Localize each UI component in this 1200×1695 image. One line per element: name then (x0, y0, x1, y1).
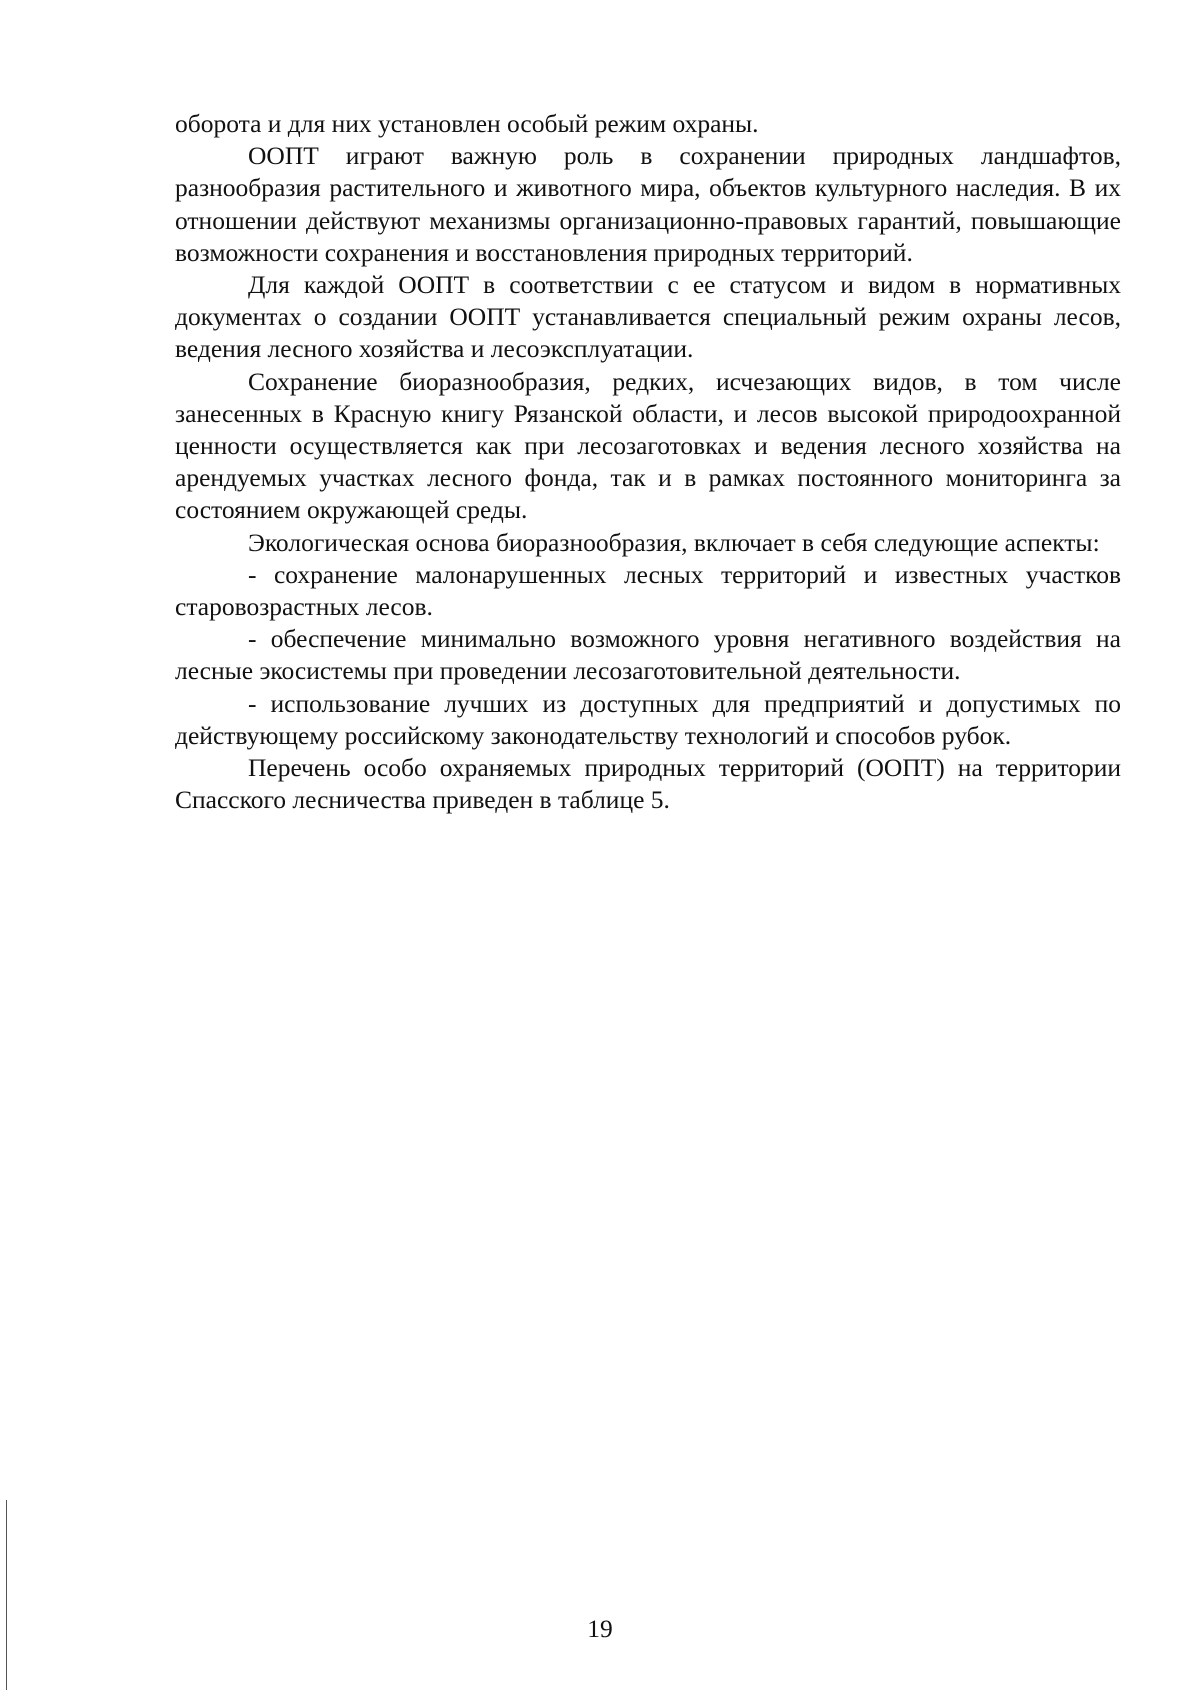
paragraph-1: оборота и для них установлен особый режим охраны. (175, 109, 759, 138)
paragraph-2: ООПТ играют важную роль в сохранении природных ландшафтов, разнообразия растительного и животного мира, объектов культурного наследия. В их отношении действуют механизмы организационно-правовых гарантий, повышающие возможности сохранения и восстановления природных территорий. (175, 141, 1121, 267)
paragraph-5: Экологическая основа биоразнообразия, включает в себя следующие аспекты: (248, 527, 1100, 557)
paragraph-3: Для каждой ООПТ в соответствии с ее статусом и видом в нормативных документах о создании ООПТ устанавливается специальный режим охраны лесов, ведения лесного хозяйства и лесоэксплуатации. (175, 270, 1121, 364)
list-item-1: - сохранение малонарушенных лесных территорий и известных участков старовозрастных лесов. (175, 559, 1121, 622)
scan-edge-line (6, 1500, 7, 1690)
document-body (175, 108, 1121, 816)
list-item-2: - обеспечение минимально возможного уровня негативного воздействия на лесные экосистемы при проведении лесозаготовительной деятельности. (175, 624, 1121, 686)
list-item-3: - использование лучших из доступных для предприятий и допустимых по действующему российскому законодательству технологий и способов рубок. (175, 688, 1121, 750)
page-number: 19 (587, 1614, 613, 1643)
paragraph-6: Перечень особо охраняемых природных территорий (ООПТ) на территории Спасского лесничества приведен в таблице 5. (175, 753, 1121, 815)
paragraph-4: Сохранение биоразнообразия, редких, исчезающих видов, в том числе занесенных в Красную книгу Рязанской области, и лесов высокой природоохранной ценности осуществляется как при лесозаготовках и ведения лесного хозяйства на арендуемых участках лесного фонда, так и в рамках постоянного мониторинга за состоянием окружающей среды. (175, 366, 1121, 525)
